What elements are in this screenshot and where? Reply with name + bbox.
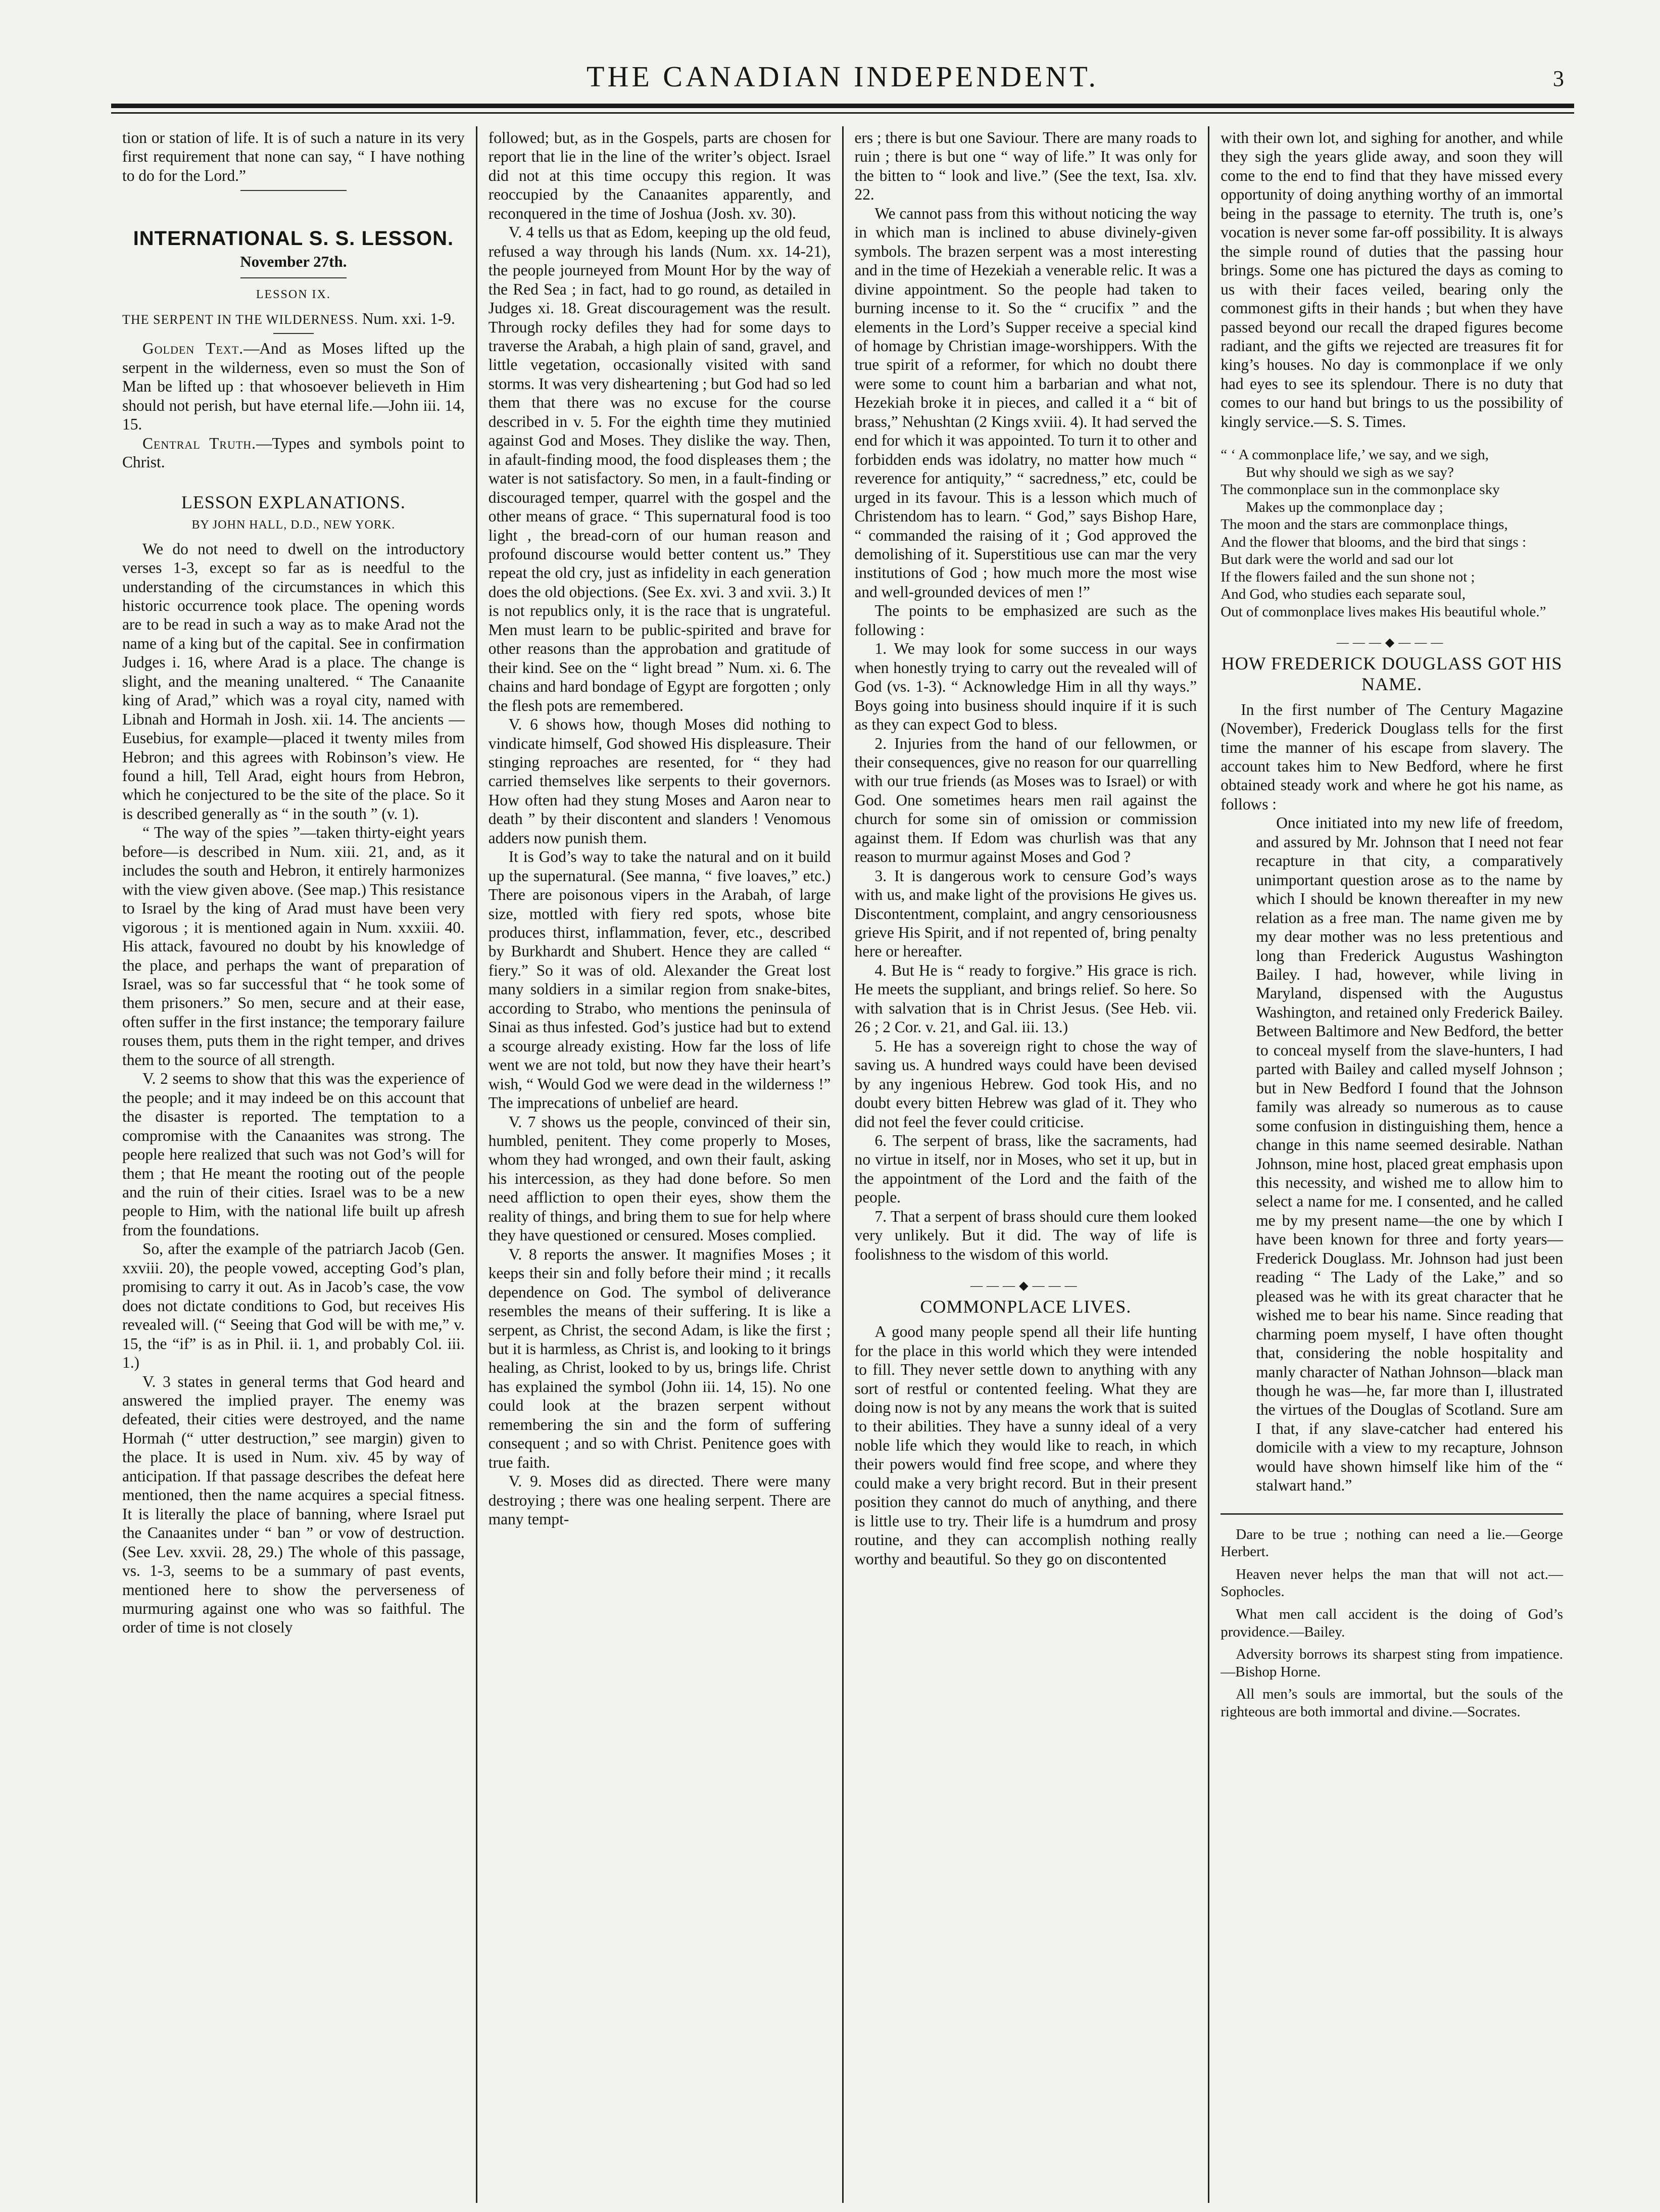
explanations-heading: LESSON EXPLANATIONS. — [181, 492, 406, 512]
ornament-divider: ―――◆――― — [1336, 636, 1447, 650]
paragraph: In the first number of The Century Magazine (November), Frederick Douglass tells for the first time the manner of his escape from slavery. The account takes him to New Bedford, where he first obtained steady work and where he got his name, as follows : — [1220, 700, 1563, 813]
golden-text — [122, 339, 465, 434]
paragraph: V. 6 shows how, though Moses did nothing to vindicate himself, God showed His displeasure. Their stinging reproaches are resented, for “ they had carried themselves like serpents to their governors. How often had they stung Moses and Aaron near to death ” by their discontent and slanders ! Venomous adders now punish them. — [488, 715, 831, 847]
central-truth — [122, 434, 465, 472]
lesson-topic-label: THE SERPENT IN THE WILDERNESS. — [122, 312, 358, 327]
poem-line: And the flower that blooms, and the bird that sings : — [1220, 534, 1527, 550]
byline: BY JOHN HALL, D.D., NEW YORK. — [191, 518, 396, 532]
divider — [273, 333, 314, 334]
paragraph: 5. He has a sovereign right to chose the way of saving us. A hundred ways could have been devised by any ingenious Hebrew. God took His, and no doubt every bitten Hebrew was glad of it. They who did not feel the fever could criticise. — [854, 1037, 1197, 1131]
paragraph: 6. The serpent of brass, like the sacraments, had no virtue in itself, nor in Moses, who set it up, but in the appointment of the Lord and the faith of the people. — [854, 1132, 1197, 1207]
paragraph: The points to be emphasized are such as the following : — [854, 602, 1197, 639]
poem-line: But dark were the world and sad our lot — [1220, 551, 1453, 568]
paragraph: It is God’s way to take the natural and on it build up the supernatural. (See manna, “ five loaves,” etc.) There are poisonous vipers in the Arabah, of large size, mottled with fiery red spots, whose bite produces thirst, inflammation, fever, etc., described by Burkhardt and Shubert. Hence they are called “ fiery.” So it was of old. Alexander the Great lost many soldiers in a similar region from snake-bites, according to Strabo, who mentions the peninsula of Sinai as thus infested. God’s justice had but to extend a scourge already existing. How far the loss of life went we are not told, but now they have their heart’s wish, “ Would God we were dead in the wilderness !” The imprecations of unbelief are heard. — [488, 848, 831, 1112]
paragraph: 1. We may look for some success in our ways when honestly trying to carry out the revealed will of God (vs. 1-3). “ Acknowledge Him in all thy ways.” Boys going into business should inquire if it is such as they can expect God to bless. — [854, 640, 1197, 734]
article-columns — [111, 126, 1574, 2203]
poem-line: “ ‘ A commonplace life,’ we say, and we sigh, — [1220, 447, 1489, 463]
lesson-topic-ref: Num. xxi. 1-9. — [362, 309, 455, 327]
poem-line: Makes up the commonplace day ; — [1246, 499, 1443, 515]
page-number: 3 — [1553, 66, 1564, 91]
maxim: Adversity borrows its sharpest sting from impatience.—Bishop Horne. — [1220, 1646, 1563, 1680]
paragraph: 7. That a serpent of brass should cure them looked very unlikely. But it did. The way of life is foolishness to the wisdom of this world. — [854, 1207, 1197, 1263]
masthead-rule-thin — [111, 112, 1574, 114]
poem-line: If the flowers failed and the sun shone not ; — [1220, 568, 1475, 585]
maxim: Heaven never helps the man that will not act.—Sophocles. — [1220, 1566, 1563, 1600]
masthead-title: THE CANADIAN INDEPENDENT. — [587, 60, 1099, 93]
paragraph: V. 9. Moses did as directed. There were many destroying ; there was one healing serpent. There are many tempt- — [488, 1472, 831, 1528]
lesson-topic — [122, 309, 465, 328]
paragraph: 2. Injuries from the hand of our fellowmen, or their consequences, give no reason for our quarrelling with our true friends (as Moses was to Israel) or with God. One sometimes hears men rail against the church for some sin of omission or commission against them. If Edom was churlish was that any reason to murmur against Moses and God ? — [854, 734, 1197, 866]
paragraph: 3. It is dangerous work to censure God’s ways with us, and make light of the provisions He gives us. Discontentment, complaint, and angry censoriousness grieve His Spirit, and if not repented of, bring penalty here or hereafter. — [854, 867, 1197, 960]
paragraph: “ The way of the spies ”—taken thirty-eight years before—is described in Num. xiii. 21, and, as it includes the south and Hebron, it entirely harmonizes with the view given above. (See map.) This resistance to Israel by the king of Arad must have been very vigorous ; it is mentioned again in Num. xxxiii. 40. His attack, favoured no doubt by his knowledge of the place, and perhaps the want of preparation of Israel, was so far successful that “ he took some of them prisoners.” So men, secure and at their ease, often suffer in the first instance; the temporary failure rouses them, puts them in the right temper, and drives them to the source of all strength. — [122, 824, 465, 1069]
central-truth-label: Central Truth. — [142, 434, 257, 452]
paragraph: V. 7 shows us the people, convinced of their sin, humbled, penitent. They come properly to Moses, whom they had wronged, and own their fault, asking his intercession, as they had done before. So men need affliction to open their eyes, show them the reality of things, and bring them to sue for help where they have questioned or censured. Moses complied. — [488, 1113, 831, 1244]
column-2 — [476, 126, 842, 2203]
lesson-heading: INTERNATIONAL S. S. LESSON. — [133, 227, 454, 250]
maxim: All men’s souls are immortal, but the souls of the righteous are both immortal and divine.—Socrates. — [1220, 1686, 1563, 1720]
paragraph: V. 3 states in general terms that God heard and answered the implied prayer. The enemy was defeated, their cities were destroyed, and the name Hormah (“ utter destruction,” see margin) given to the place. It is used in Num. xiv. 45 by way of anticipation. If that passage describes the defeat here mentioned, then the name acquires a special fitness. It is literally the place of banning, where Israel put the Canaanites under “ ban ” or vow of destruction. (See Lev. xxvii. 28, 29.) The whole of this passage, vs. 1-3, seems to be a summary of past events, mentioned here to show the perverseness of murmuring against one who was so faithful. The order of time is not closely — [122, 1372, 465, 1637]
column-3 — [842, 126, 1208, 2203]
divider — [240, 277, 347, 278]
paragraph: V. 4 tells us that as Edom, keeping up the old feud, refused a way through his lands (Num. xx. 14-21), the people journeyed from Mount Hor by the way of the Red Sea ; in fact, had to go round, as detailed in Judges xi. 18. Great discouragement was the result. Through rocky defiles they had for some days to traverse the Arabah, a high plain of sand, gravel, and little vegetation, occasionally visited with sand storms. It was very disheartening ; but God had so led them that there was no excuse for the course described in v. 5. For the eighth time they mutinied against God and Moses. They dislike the way. Then, in afault-finding mood, the food displeases them ; the water is not satisfactory. So men, in a fault-finding or discouraged temper, quarrel with the gospel and the other means of grace. “ This supernatural food is too light , the bread-corn of our human reason and profound discourse would better content us.” They repeat the old cry, just as infidelity in each generation does the old objections. (See Ex. xvi. 3 and xvii. 3.) It is not republics only, it is the race that is ungrateful. Men must learn to be public-spirited and brave for other reasons than the approbation and gratitude of their kind. See on the “ light bread ” Num. xi. 6. The chains and hard bondage of Egypt are forgotten ; only the flesh pots are remembered. — [488, 223, 831, 714]
paragraph: So, after the example of the patriarch Jacob (Gen. xxviii. 20), the people vowed, accepting God’s plan, promising to carry it out. As in Jacob’s case, the vow does not dictate conditions to God, but receives His revealed will. (“ Seeing that God will be with me,” v. 15, the “if” is as in Phil. ii. 1, and probably Col. iii. 1.) — [122, 1240, 465, 1372]
poem — [1220, 446, 1563, 620]
douglass-heading: HOW FREDERICK DOUGLASS GOT HIS NAME. — [1221, 653, 1563, 695]
masthead-rule-heavy — [111, 104, 1574, 108]
divider — [1220, 1513, 1563, 1515]
lesson-date: November 27th. — [240, 253, 347, 271]
column-4 — [1208, 126, 1574, 2203]
maxims — [1220, 1526, 1563, 1721]
block-quote: Once initiated into my new life of freedom, and assured by Mr. Johnson that I need not fear recapture in that city, a comparatively unimportant question arose as to the name by which I should be known thereafter in my new relation as a free man. The name given me by my dear mother was no less pretentious and long than Frederick Augustus Washington Bailey. I had, however, while living in Maryland, dispensed with the Augustus Washington, and retained only Frederick Bailey. Between Baltimore and New Bedford, the better to conceal myself from the slave-hunters, I had parted with Bailey and called myself Johnson ; but in New Bedford I found that the Johnson family was already so numerous as to cause some confusion in distinguishing them, hence a change in this name seemed desirable. Nathan Johnson, mine host, placed great emphasis upon this necessity, and wished me to allow him to select a name for me. I consented, and he called me by my present name—the one by which I have been known for three and forty years—Frederick Douglass. Mr. Johnson had just been reading “ The Lady of the Lake,” and so pleased was he with its great character that he wished me to bear his name. Since reading that charming poem myself, I have often thought that, considering the noble hospitality and manly character of Nathan Johnson—black man though he was—he, far more than I, illustrated the virtues of the Douglas of Scotland. Sure am I that, if any slave-catcher had entered his domicile with a view to my recapture, Johnson would have shown himself like him of the “ stalwart hand.” — [1256, 814, 1563, 1495]
commonplace-heading: COMMONPLACE LIVES. — [920, 1296, 1132, 1317]
golden-text-label: Golden Text. — [142, 340, 244, 358]
golden-text-body: —And as Moses lifted up the serpent in the wilderness, even so must the Son of Man be lifted up : that whosoever believeth in Him should not perish, but have eternal life.—John iii. 14, 15. — [122, 340, 465, 434]
poem-line: And God, who studies each separate soul, — [1220, 586, 1466, 603]
paragraph: We do not need to dwell on the introductory verses 1-3, except so far as is needful to the understanding of the circumstances in which this historic occurrence took place. The opening words are to be read in such a way as to make Arad not the name of a king but of the capital. See in confirmation Judges i. 16, where Arad is a place. The change is slight, and the meaning unaltered. “ The Canaanite king of Arad,” which was a royal city, named with Libnah and Hormah in Josh. xii. 14. The ancients —Eusebius, for example—placed it twenty miles from Hebron; and this agrees with Robinson’s view. He found a hill, Tell Arad, eight hours from Hebron, which he conjectured to be the site of the place. So it is described generally as “ in the south ” (v. 1). — [122, 540, 465, 823]
maxim: What men call accident is the doing of God’s providence.—Bailey. — [1220, 1606, 1563, 1640]
central-truth-body: —Types and symbols point to Christ. — [122, 434, 465, 471]
poem-line: Out of commonplace lives makes His beautiful whole.” — [1220, 603, 1546, 620]
paragraph: V. 2 seems to show that this was the experience of the people; and it may indeed be on this account that the disaster is reported. The temptation to a compromise with the Canaanites was strong. The people here realized that such was not God’s will for them ; that He meant the rooting out of the people and the ruin of their cities. Israel was to be a new people to Him, with the national life built up afresh from the foundations. — [122, 1070, 465, 1239]
paragraph: followed; but, as in the Gospels, parts are chosen for report that lie in the line of the writer’s object. Israel did not at this time occupy this region. It was reoccupied by the Canaanites apparently, and reconquered in the time of Joshua (Josh. xv. 30). — [488, 129, 831, 222]
lesson-number: LESSON IX. — [256, 288, 331, 302]
paragraph: V. 8 reports the answer. It magnifies Moses ; it keeps their sin and folly before their mind ; it recalls dependence on God. The symbol of deliverance resembles the means of their suffering. It is like a serpent, as Christ, the second Adam, is like the first ; but it is harmless, as Christ is, and looking to it brings healing, as Christ, looked to by us, brings life. Christ has explained the symbol (John iii. 14, 15). No one could look at the brazen serpent without remembering the sin and the form of suffering consequent ; and so with Christ. Penitence goes with true faith. — [488, 1245, 831, 1471]
paragraph: We cannot pass from this without noticing the way in which man is inclined to abuse divinely-given symbols. The brazen serpent was a most interesting and in the time of Hezekiah a venerable relic. It was a divine appointment. So the people had taken to burning incense to it. So the “ crucifix ” and the elements in the Lord’s Supper receive a special kind of homage by Christian image-worshippers. With the true spirit of a reformer, for which no doubt there were some to count him a barbarian and what not, Hezekiah broke it in pieces, and called it a “ bit of brass,” Nehushtan (2 Kings xviii. 4). It had served the end for which it was appointed. To turn it to other and forbidden ends was idolatry, no matter how much “ reverence for antiquity,” “ sacredness,” etc, could be urged in its favour. This is a lesson which much of Christendom has to learn. “ God,” says Bishop Hare, “ commanded the raising of it ; God approved the demolishing of it. Superstitious use can mar the very institutions of God ; how much more the most wise and well-grounded devices of men !” — [854, 204, 1197, 601]
column-1 — [111, 126, 476, 2203]
ornament-divider: ―――◆――― — [970, 1279, 1081, 1293]
masthead — [111, 0, 1574, 126]
poem-line: The commonplace sun in the commonplace sky — [1220, 482, 1500, 498]
poem-line: The moon and the stars are commonplace things, — [1220, 516, 1508, 533]
paragraph: ers ; there is but one Saviour. There are many roads to ruin ; there is but one “ way of life.” It was only for the bitten to “ look and live.” (See the text, Isa. xlv. 22. — [854, 129, 1197, 204]
paragraph: tion or station of life. It is of such a nature in its very first requirement that none can say, “ I have nothing to do for the Lord.” — [122, 129, 465, 184]
paragraph: 4. But He is “ ready to forgive.” His grace is rich. He meets the suppliant, and brings relief. So here. So with salvation that is in Christ Jesus. (See Heb. vii. 26 ; 2 Cor. v. 21, and Gal. iii. 13.) — [854, 961, 1197, 1036]
divider — [240, 190, 347, 191]
paragraph: A good many people spend all their life hunting for the place in this world which they were intended to fill. They never settle down to anything with any sort of restful or contented feeling. What they are doing now is not by any means the work that is suited to their abilities. They have a sunny ideal of a very noble life which they would like to reach, in which their powers would find free scope, and where they could make a very bright record. But in their present position they cannot do much of anything, and there is little use to try. Their life is a humdrum and prosy routine, and they can accomplish nothing really worthy and beautiful. So they go on discontented — [854, 1323, 1197, 1568]
maxim: Dare to be true ; nothing can need a lie.—George Herbert. — [1220, 1526, 1563, 1560]
paragraph: with their own lot, and sighing for another, and while they sigh the years glide away, and soon they will come to the end to find that they have missed every opportunity of doing anything worthy of an immortal being in the passage to eternity. The truth is, one’s vocation is never some far-off possibility. It is always the simple round of duties that the passing hour brings. Some one has pictured the days as coming to us with their faces veiled, bearing only the commonest gifts in their hands ; but when they have passed beyond our recall the draped figures become radiant, and the gifts we rejected are treasures fit for king’s houses. No day is commonplace if we only had eyes to see its splendour. There is no duty that comes to our hand but brings to us the possibility of kingly service.—S. S. Times. — [1220, 129, 1563, 430]
poem-line: But why should we sigh as we say? — [1246, 464, 1454, 480]
